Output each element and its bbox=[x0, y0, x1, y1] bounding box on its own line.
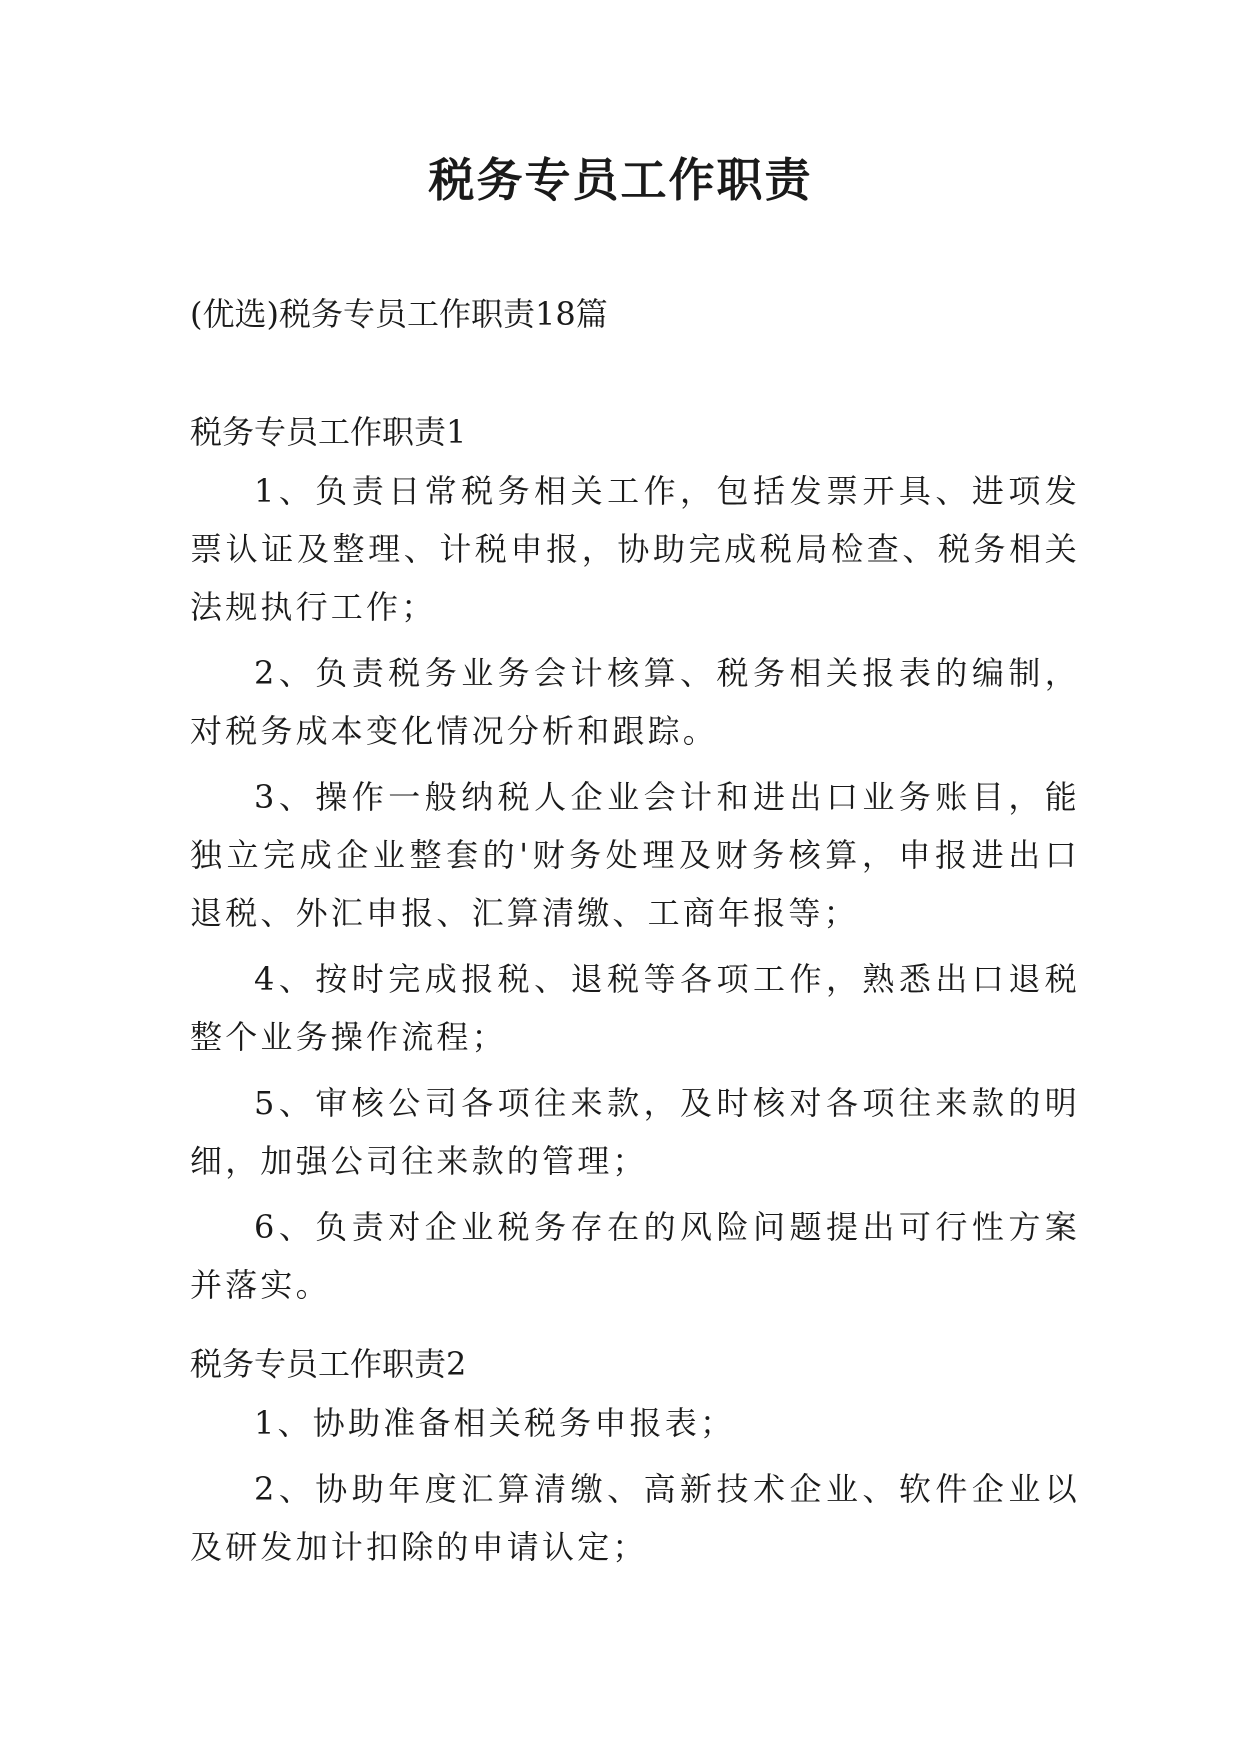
duty-item: 5、审核公司各项往来款，及时核对各项往来款的明细，加强公司往来款的管理； bbox=[190, 1084, 1080, 1180]
section-heading: 税务专员工作职责1 bbox=[190, 413, 467, 451]
duty-item: 4、按时完成报税、退税等各项工作，熟悉出口退税整个业务操作流程； bbox=[190, 960, 1080, 1056]
section-1 bbox=[190, 410, 1080, 1314]
duty-item: 3、操作一般纳税人企业会计和进出口业务账目，能独立完成企业整套的'财务处理及财务核算，申报进出口退税、外汇申报、汇算清缴、工商年报等； bbox=[190, 778, 1080, 932]
section-2 bbox=[190, 1342, 1080, 1576]
duty-item: 1、负责日常税务相关工作，包括发票开具、进项发票认证及整理、计税申报，协助完成税局检查、税务相关法规执行工作； bbox=[190, 472, 1080, 626]
section-heading: 税务专员工作职责2 bbox=[190, 1345, 467, 1383]
duty-item: 2、负责税务业务会计核算、税务相关报表的编制，对税务成本变化情况分析和跟踪。 bbox=[190, 654, 1080, 750]
duty-item: 6、负责对企业税务存在的风险问题提出可行性方案并落实。 bbox=[190, 1208, 1080, 1304]
document-subtitle: (优选)税务专员工作职责18篇 bbox=[190, 295, 608, 333]
duty-item: 2、协助年度汇算清缴、高新技术企业、软件企业以及研发加计扣除的申请认定； bbox=[190, 1470, 1080, 1566]
duty-item: 1、协助准备相关税务申报表； bbox=[254, 1404, 736, 1442]
document-title: 税务专员工作职责 bbox=[428, 153, 813, 207]
